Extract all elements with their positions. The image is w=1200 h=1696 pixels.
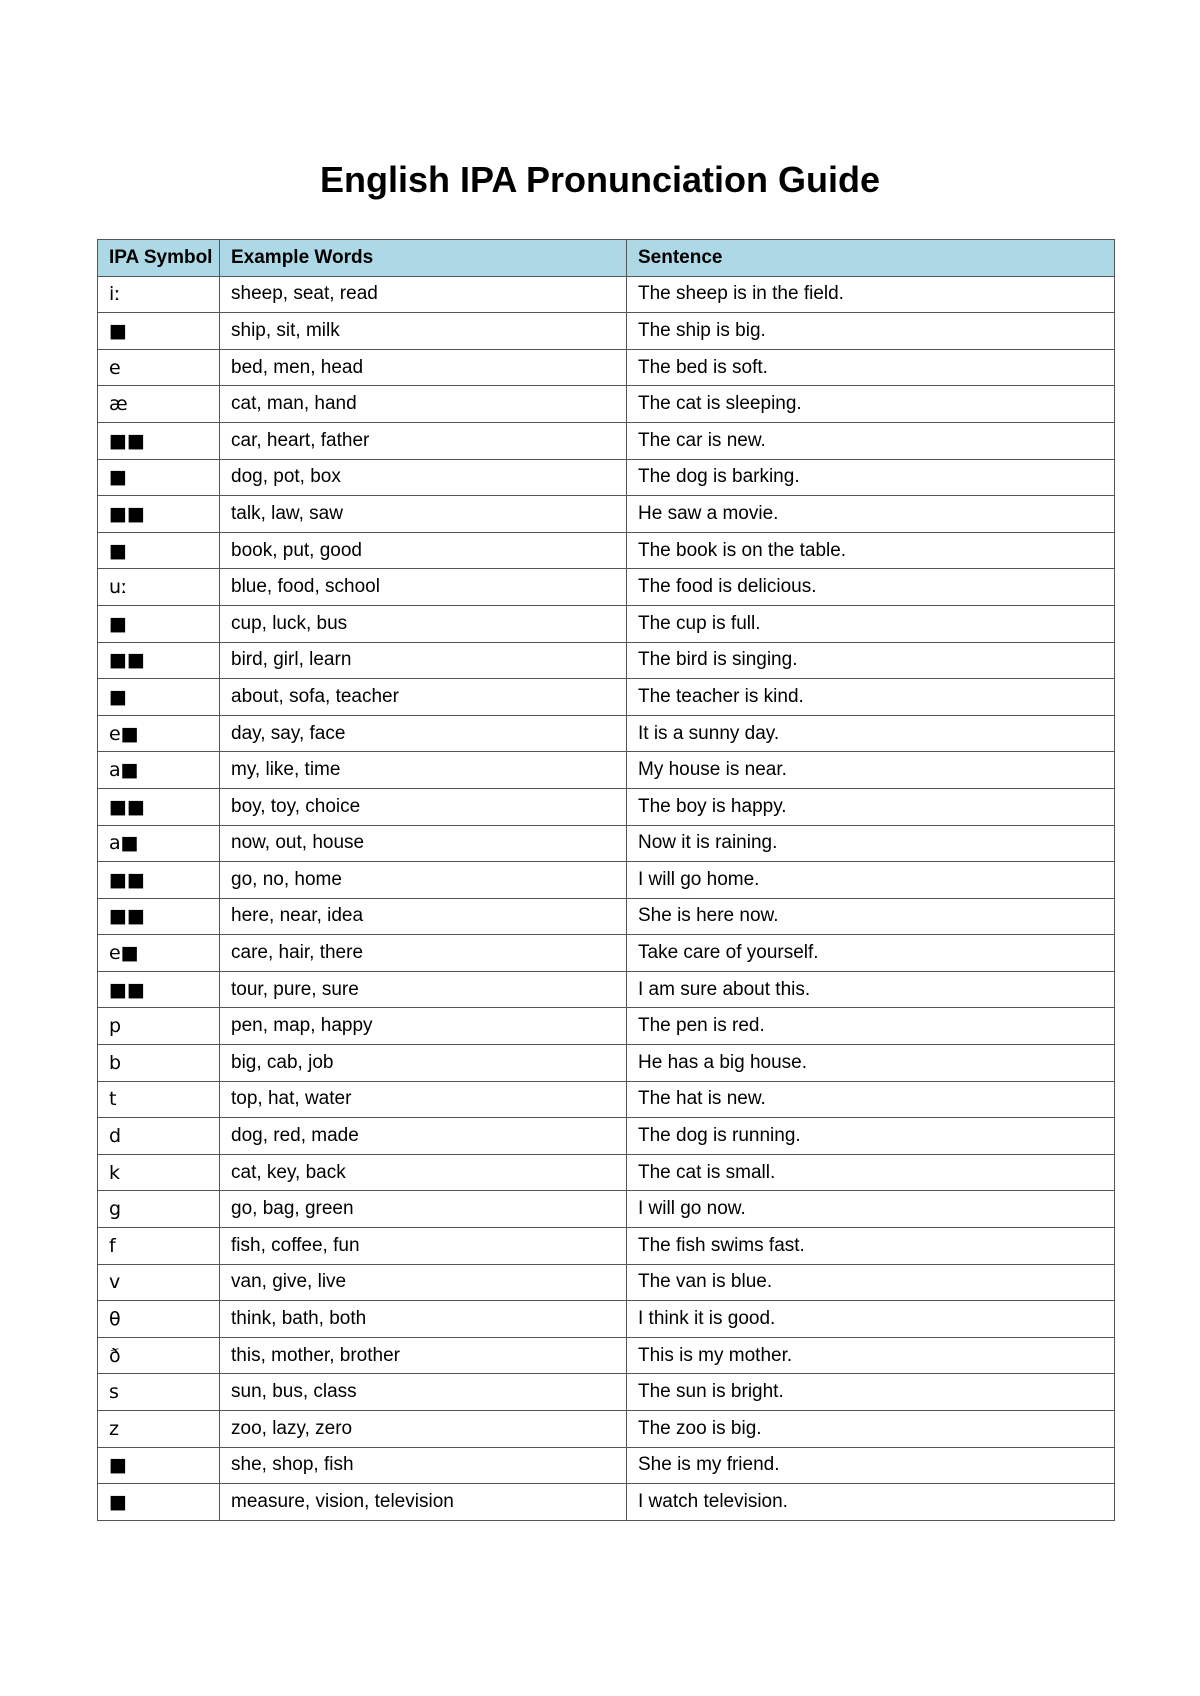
sentence-cell: I watch television. — [627, 1484, 1115, 1521]
table-row — [98, 1337, 1115, 1374]
sentence-cell: Now it is raining. — [627, 825, 1115, 862]
ipa-symbol-cell: a■ — [98, 752, 220, 789]
sentence-cell: The cat is sleeping. — [627, 386, 1115, 423]
sentence-cell: Take care of yourself. — [627, 935, 1115, 972]
ipa-symbol-cell: ð — [98, 1337, 220, 1374]
ipa-symbol-cell: ■ — [98, 532, 220, 569]
sentence-cell: I will go now. — [627, 1191, 1115, 1228]
ipa-symbol-cell: d — [98, 1118, 220, 1155]
example-words-cell: car, heart, father — [220, 422, 627, 459]
example-words-cell: cat, key, back — [220, 1154, 627, 1191]
example-words-cell: dog, pot, box — [220, 459, 627, 496]
table-row — [98, 679, 1115, 716]
table-row — [98, 386, 1115, 423]
table-row — [98, 1447, 1115, 1484]
ipa-symbol-cell: ■ — [98, 1484, 220, 1521]
sentence-cell: I think it is good. — [627, 1301, 1115, 1338]
example-words-cell: bird, girl, learn — [220, 642, 627, 679]
example-words-cell: blue, food, school — [220, 569, 627, 606]
example-words-cell: cat, man, hand — [220, 386, 627, 423]
sentence-cell: I will go home. — [627, 862, 1115, 899]
sentence-cell: The sheep is in the field. — [627, 276, 1115, 313]
ipa-symbol-cell: ■ — [98, 313, 220, 350]
sentence-cell: The fish swims fast. — [627, 1228, 1115, 1265]
ipa-symbol-cell: ■ — [98, 605, 220, 642]
example-words-cell: this, mother, brother — [220, 1337, 627, 1374]
ipa-symbol-cell: æ — [98, 386, 220, 423]
sentence-cell: She is my friend. — [627, 1447, 1115, 1484]
ipa-symbol-cell: v — [98, 1264, 220, 1301]
table-row — [98, 313, 1115, 350]
ipa-symbol-cell: e — [98, 349, 220, 386]
sentence-cell: The pen is red. — [627, 1008, 1115, 1045]
ipa-symbol-cell: s — [98, 1374, 220, 1411]
ipa-symbol-cell: ■ — [98, 679, 220, 716]
table-row — [98, 532, 1115, 569]
ipa-symbol-cell: g — [98, 1191, 220, 1228]
table-row — [98, 496, 1115, 533]
sentence-cell: This is my mother. — [627, 1337, 1115, 1374]
sentence-cell: The bird is singing. — [627, 642, 1115, 679]
ipa-symbol-cell: θ — [98, 1301, 220, 1338]
sentence-cell: The book is on the table. — [627, 532, 1115, 569]
sentence-cell: The ship is big. — [627, 313, 1115, 350]
ipa-symbol-cell: ■ — [98, 459, 220, 496]
ipa-symbol-cell: ■■ — [98, 422, 220, 459]
table-row — [98, 1484, 1115, 1521]
table-row — [98, 1118, 1115, 1155]
table-body — [98, 276, 1115, 1520]
sentence-cell: The van is blue. — [627, 1264, 1115, 1301]
sentence-cell: The teacher is kind. — [627, 679, 1115, 716]
ipa-symbol-cell: z — [98, 1411, 220, 1448]
table-row — [98, 276, 1115, 313]
table-row — [98, 935, 1115, 972]
table-row — [98, 1191, 1115, 1228]
column-header-ipa-symbol: IPA Symbol — [98, 240, 220, 277]
table-row — [98, 752, 1115, 789]
example-words-cell: boy, toy, choice — [220, 788, 627, 825]
sentence-cell: It is a sunny day. — [627, 715, 1115, 752]
ipa-symbol-cell: ■■ — [98, 496, 220, 533]
ipa-symbol-cell: ■ — [98, 1447, 220, 1484]
table-row — [98, 971, 1115, 1008]
table-row — [98, 1045, 1115, 1082]
table-row — [98, 642, 1115, 679]
table-row — [98, 1228, 1115, 1265]
example-words-cell: bed, men, head — [220, 349, 627, 386]
example-words-cell: sheep, seat, read — [220, 276, 627, 313]
sentence-cell: She is here now. — [627, 898, 1115, 935]
sentence-cell: The boy is happy. — [627, 788, 1115, 825]
example-words-cell: here, near, idea — [220, 898, 627, 935]
ipa-symbol-cell: p — [98, 1008, 220, 1045]
example-words-cell: go, bag, green — [220, 1191, 627, 1228]
column-header-sentence: Sentence — [627, 240, 1115, 277]
example-words-cell: book, put, good — [220, 532, 627, 569]
sentence-cell: The dog is barking. — [627, 459, 1115, 496]
table-row — [98, 605, 1115, 642]
sentence-cell: He saw a movie. — [627, 496, 1115, 533]
table-row — [98, 1374, 1115, 1411]
ipa-symbol-cell: uː — [98, 569, 220, 606]
table-row — [98, 715, 1115, 752]
sentence-cell: The sun is bright. — [627, 1374, 1115, 1411]
example-words-cell: pen, map, happy — [220, 1008, 627, 1045]
ipa-symbol-cell: f — [98, 1228, 220, 1265]
sentence-cell: The food is delicious. — [627, 569, 1115, 606]
table-row — [98, 1301, 1115, 1338]
table-row — [98, 1008, 1115, 1045]
sentence-cell: He has a big house. — [627, 1045, 1115, 1082]
example-words-cell: about, sofa, teacher — [220, 679, 627, 716]
table-row — [98, 788, 1115, 825]
example-words-cell: sun, bus, class — [220, 1374, 627, 1411]
sentence-cell: I am sure about this. — [627, 971, 1115, 1008]
table-row — [98, 898, 1115, 935]
table-row — [98, 569, 1115, 606]
example-words-cell: dog, red, made — [220, 1118, 627, 1155]
ipa-table — [97, 239, 1115, 1521]
example-words-cell: measure, vision, television — [220, 1484, 627, 1521]
column-header-example-words: Example Words — [220, 240, 627, 277]
example-words-cell: tour, pure, sure — [220, 971, 627, 1008]
ipa-symbol-cell: e■ — [98, 715, 220, 752]
example-words-cell: she, shop, fish — [220, 1447, 627, 1484]
table-row — [98, 422, 1115, 459]
table-row — [98, 825, 1115, 862]
sentence-cell: The hat is new. — [627, 1081, 1115, 1118]
ipa-symbol-cell: e■ — [98, 935, 220, 972]
sentence-cell: The car is new. — [627, 422, 1115, 459]
ipa-symbol-cell: b — [98, 1045, 220, 1082]
example-words-cell: care, hair, there — [220, 935, 627, 972]
example-words-cell: top, hat, water — [220, 1081, 627, 1118]
example-words-cell: van, give, live — [220, 1264, 627, 1301]
sentence-cell: My house is near. — [627, 752, 1115, 789]
table-row — [98, 349, 1115, 386]
sentence-cell: The cat is small. — [627, 1154, 1115, 1191]
example-words-cell: fish, coffee, fun — [220, 1228, 627, 1265]
example-words-cell: my, like, time — [220, 752, 627, 789]
example-words-cell: cup, luck, bus — [220, 605, 627, 642]
page-title: English IPA Pronunciation Guide — [319, 159, 881, 200]
sentence-cell: The dog is running. — [627, 1118, 1115, 1155]
ipa-symbol-cell: t — [98, 1081, 220, 1118]
table-row — [98, 1081, 1115, 1118]
table-row — [98, 862, 1115, 899]
example-words-cell: now, out, house — [220, 825, 627, 862]
ipa-symbol-cell: ■■ — [98, 971, 220, 1008]
ipa-symbol-cell: iː — [98, 276, 220, 313]
ipa-symbol-cell: a■ — [98, 825, 220, 862]
ipa-symbol-cell: k — [98, 1154, 220, 1191]
ipa-symbol-cell: ■■ — [98, 642, 220, 679]
example-words-cell: think, bath, both — [220, 1301, 627, 1338]
sentence-cell: The bed is soft. — [627, 349, 1115, 386]
ipa-symbol-cell: ■■ — [98, 788, 220, 825]
table-row — [98, 1411, 1115, 1448]
table-header-row — [98, 240, 1115, 277]
sentence-cell: The cup is full. — [627, 605, 1115, 642]
example-words-cell: big, cab, job — [220, 1045, 627, 1082]
example-words-cell: go, no, home — [220, 862, 627, 899]
table-row — [98, 459, 1115, 496]
example-words-cell: talk, law, saw — [220, 496, 627, 533]
example-words-cell: zoo, lazy, zero — [220, 1411, 627, 1448]
ipa-symbol-cell: ■■ — [98, 862, 220, 899]
table-row — [98, 1154, 1115, 1191]
sentence-cell: The zoo is big. — [627, 1411, 1115, 1448]
example-words-cell: ship, sit, milk — [220, 313, 627, 350]
ipa-symbol-cell: ■■ — [98, 898, 220, 935]
table-row — [98, 1264, 1115, 1301]
example-words-cell: day, say, face — [220, 715, 627, 752]
